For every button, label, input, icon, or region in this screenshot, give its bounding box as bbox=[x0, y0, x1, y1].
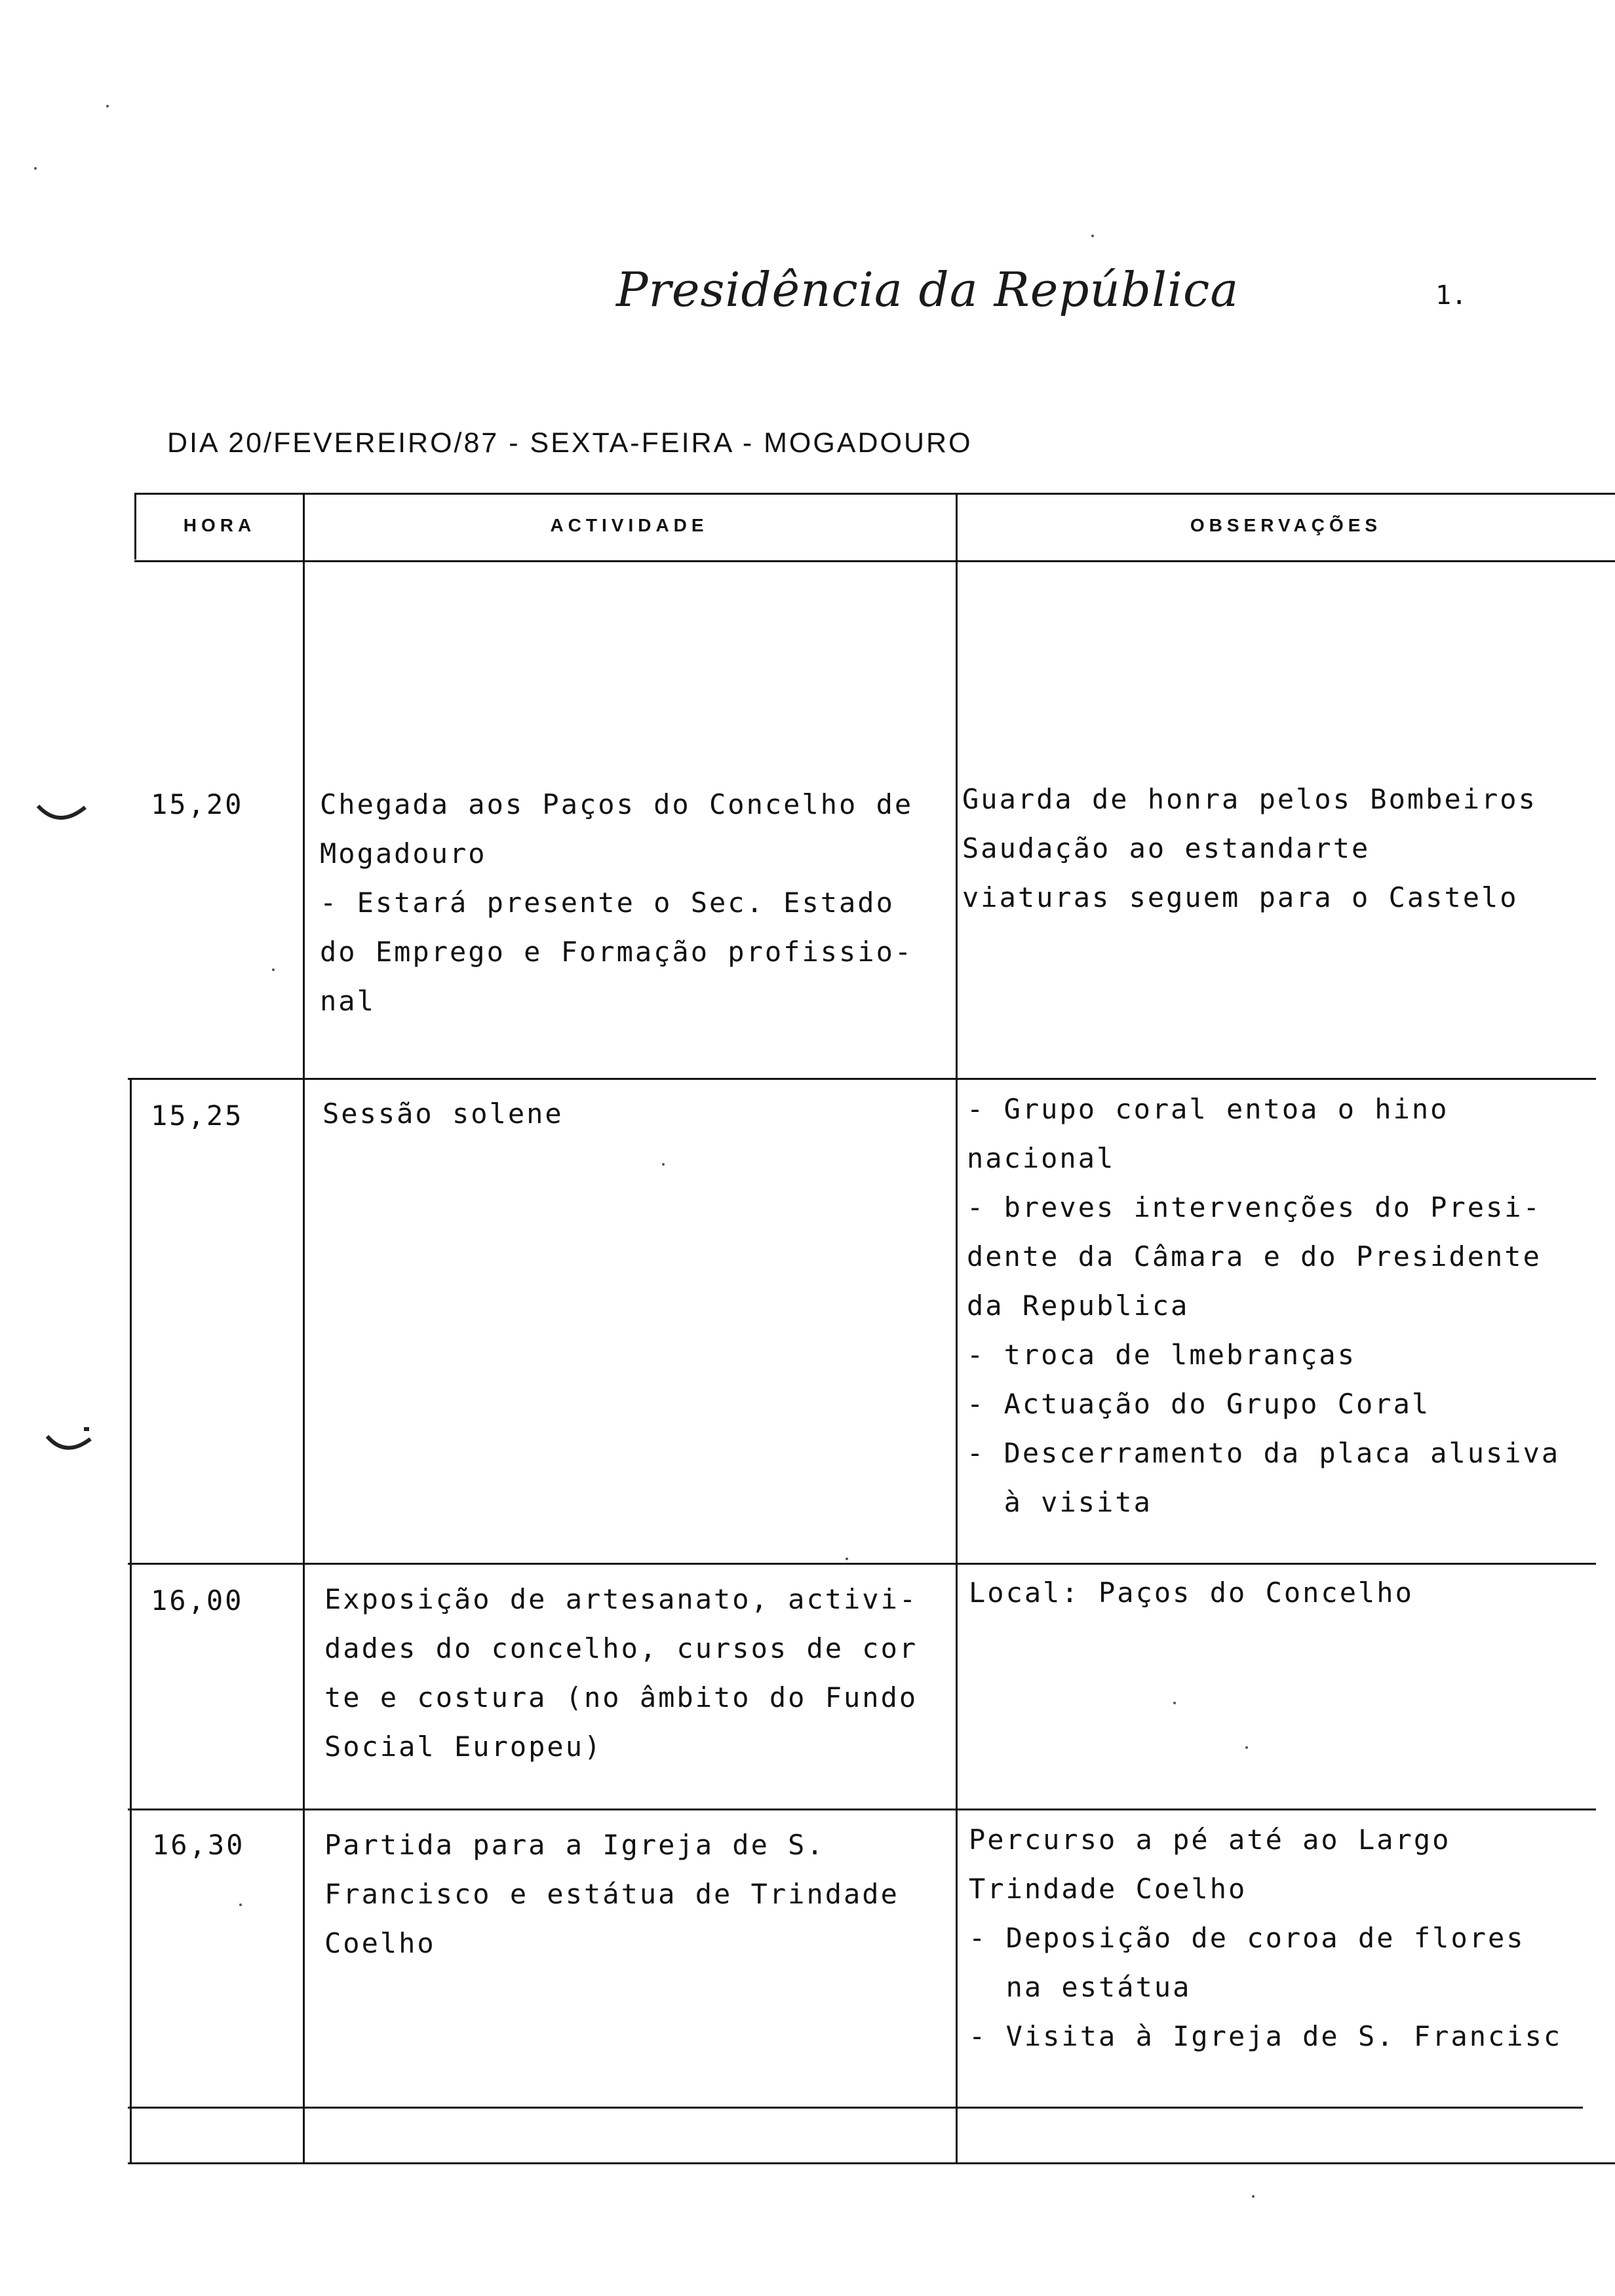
column-header-hora: HORA bbox=[183, 515, 256, 535]
table-left-border bbox=[134, 493, 136, 560]
scan-speck bbox=[1173, 1702, 1176, 1704]
header-bottom-border bbox=[134, 560, 1615, 562]
row-divider bbox=[128, 2107, 1583, 2109]
date-line: DIA 20/FEVEREIRO/87 - SEXTA-FEIRA - MOGADOURO bbox=[167, 427, 973, 459]
table-bottom-border bbox=[128, 2162, 1615, 2164]
scan-speck bbox=[239, 1904, 242, 1906]
table-row-activity: Sessão solene bbox=[322, 1098, 564, 1130]
scan-speck bbox=[662, 1163, 665, 1166]
column-header-actividade: ACTIVIDADE bbox=[550, 515, 709, 535]
column-divider bbox=[303, 493, 305, 2164]
scan-speck bbox=[1091, 235, 1094, 237]
scan-speck bbox=[272, 968, 275, 971]
column-header-observacoes: OBSERVAÇÕES bbox=[1190, 515, 1382, 535]
table-row-activity: Exposição de artesanato, activi- dades do concelho, cursos de cor te e costura (no âmbito do Fundo Social Europeu) bbox=[324, 1583, 918, 1763]
row-divider bbox=[128, 1078, 1596, 1080]
scan-speck bbox=[34, 167, 37, 170]
table-row-time: 15,25 bbox=[151, 1100, 244, 1132]
table-left-border bbox=[130, 1078, 132, 2164]
table-row-observations: Local: Paços do Concelho bbox=[969, 1577, 1414, 1609]
scan-speck bbox=[1245, 1746, 1248, 1749]
table-row-activity: Partida para a Igreja de S. Francisco e estátua de Trindade Coelho bbox=[324, 1829, 899, 1959]
table-top-border bbox=[134, 493, 1615, 495]
table-row-activity: Chegada aos Paços do Concelho de Mogadouro - Estará presente o Sec. Estado do Emprego e Formação profissio- nal bbox=[320, 788, 914, 1017]
table-row-time: 16,30 bbox=[152, 1829, 245, 1861]
scan-speck bbox=[1252, 2195, 1255, 2198]
scan-speck bbox=[846, 1558, 848, 1560]
page-number: 1. bbox=[1435, 280, 1468, 311]
table-row-observations: Percurso a pé até ao Largo Trindade Coelho - Deposição de coroa de flores na estátua - Visita à Igreja de S. Francisc bbox=[969, 1824, 1563, 2052]
row-divider bbox=[128, 1563, 1596, 1565]
punch-hole-mark bbox=[33, 793, 98, 839]
row-divider bbox=[128, 1808, 1596, 1810]
punch-hole-mark bbox=[39, 1422, 105, 1468]
table-row-time: 15,20 bbox=[151, 788, 244, 820]
table-row-observations: Guarda de honra pelos Bombeiros Saudação ao estandarte viaturas seguem para o Castelo bbox=[962, 783, 1537, 913]
letterhead: Presidência da República bbox=[616, 262, 1239, 317]
table-row-observations: - Grupo coral entoa o hino nacional - breves intervenções do Presi- dente da Câmara e do Presidente da Republica - troca de lmebranças - Actuação do Grupo Coral - Descerramento da placa alusiva à visita bbox=[967, 1093, 1561, 1518]
table-row-time: 16,00 bbox=[151, 1584, 244, 1617]
column-divider bbox=[956, 493, 958, 2164]
scan-speck bbox=[106, 105, 109, 107]
